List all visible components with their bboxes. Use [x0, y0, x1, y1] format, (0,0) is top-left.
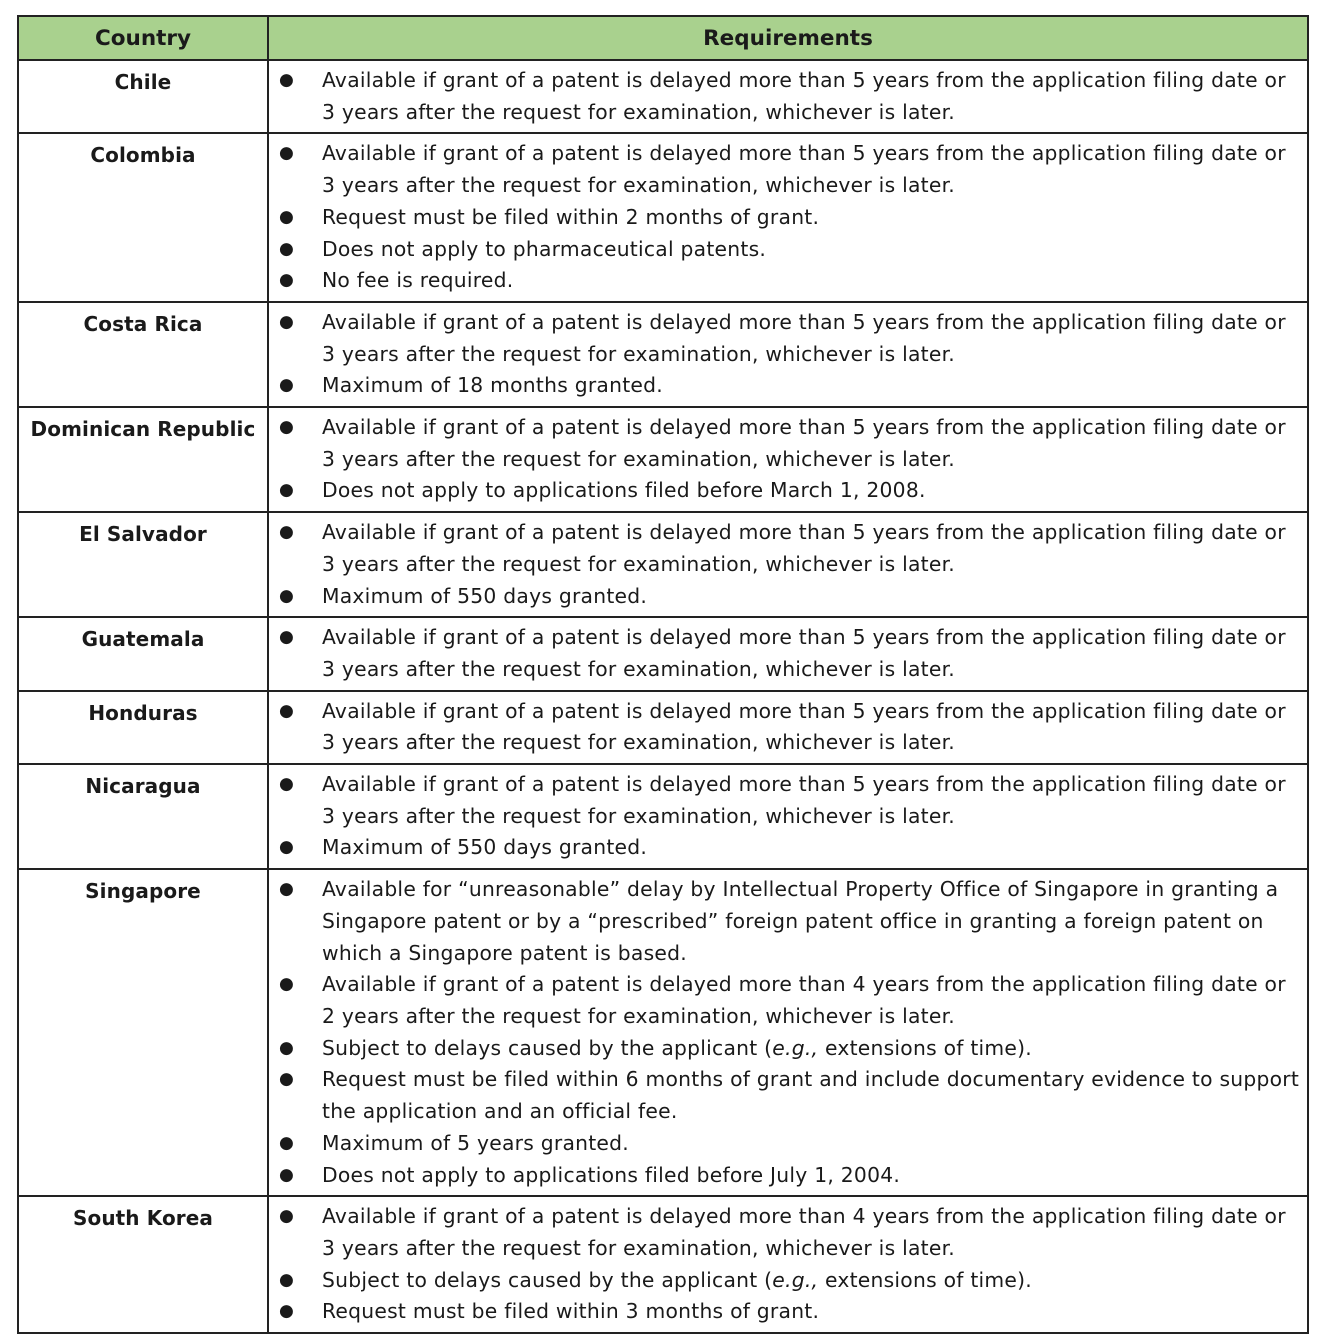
requirement-text: Available if grant of a patent is delayed more than 5 years from the application filing date or 3 years after the request for examination, whichever is later.	[322, 625, 1286, 681]
table-row	[18, 512, 1308, 617]
country-cell: Singapore	[18, 869, 268, 1196]
bullet-icon: ●	[279, 70, 295, 90]
italic-abbreviation: e.g.,	[772, 1267, 819, 1292]
bullet-icon: ●	[279, 1037, 295, 1058]
list-item	[277, 1265, 1301, 1297]
bullet-icon: ●	[279, 700, 295, 721]
requirement-text: No fee is required.	[322, 268, 514, 293]
list-item	[277, 769, 1301, 832]
bullet-icon: ●	[279, 585, 295, 606]
list-item	[277, 1128, 1301, 1160]
country-cell: Honduras	[18, 691, 268, 764]
bullet-icon: ●	[279, 627, 295, 648]
requirements-list	[277, 517, 1301, 612]
bullet-icon: ●	[279, 837, 295, 858]
bullet-icon: ●	[279, 879, 295, 900]
requirements-cell	[268, 60, 1308, 133]
requirement-text: Maximum of 550 days granted.	[322, 583, 648, 608]
bullet-icon: ●	[279, 417, 295, 438]
table-row	[18, 60, 1308, 133]
requirement-text: Request must be filed within 3 months of grant.	[322, 1299, 820, 1324]
list-item	[277, 696, 1301, 759]
requirements-cell	[268, 691, 1308, 764]
list-item	[277, 475, 1301, 507]
list-item	[277, 1064, 1301, 1127]
requirement-text: Available if grant of a patent is delayed more than 4 years from the application filing date or 2 years after the request for examination, whichever is later.	[322, 972, 1286, 1028]
list-item	[277, 138, 1301, 201]
list-item	[277, 874, 1301, 969]
list-item	[277, 1160, 1301, 1192]
bullet-icon: ●	[279, 311, 295, 332]
bullet-icon: ●	[279, 1069, 295, 1090]
table-row	[18, 407, 1308, 512]
requirement-text: Does not apply to pharmaceutical patents.	[322, 236, 767, 261]
bullet-icon: ●	[279, 270, 295, 291]
list-item	[277, 969, 1301, 1032]
requirement-text: Available if grant of a patent is delayed more than 5 years from the application filing date or 3 years after the request for examination, whichever is later.	[322, 68, 1286, 124]
list-item	[277, 65, 1301, 128]
header-row	[18, 16, 1308, 60]
table-row	[18, 869, 1308, 1196]
bullet-icon: ●	[279, 480, 295, 501]
bullet-icon: ●	[279, 143, 295, 164]
requirement-text: Request must be filed within 2 months of grant.	[322, 204, 820, 229]
bullet-icon: ●	[279, 774, 295, 795]
requirement-text: Available if grant of a patent is delayed more than 4 years from the application filing date or 3 years after the request for examination, whichever is later.	[322, 1204, 1286, 1260]
bullet-icon: ●	[279, 1301, 295, 1322]
requirements-list	[277, 65, 1301, 128]
bullet-icon: ●	[279, 206, 295, 227]
requirements-list	[277, 138, 1301, 297]
header-requirements: Requirements	[268, 16, 1308, 60]
requirement-text: Maximum of 18 months granted.	[322, 373, 663, 398]
requirements-list	[277, 769, 1301, 864]
table-body	[18, 60, 1308, 1333]
requirement-text: Available if grant of a patent is delayed more than 5 years from the application filing date or 3 years after the request for examination, whichever is later.	[322, 415, 1286, 471]
patent-term-adjustment-table	[17, 15, 1309, 1334]
requirement-text: Available if grant of a patent is delayed more than 5 years from the application filing date or 3 years after the request for examination, whichever is later.	[322, 141, 1286, 198]
requirement-text: Subject to delays caused by the applicant (e.g., extensions of time).	[322, 1267, 1033, 1292]
bullet-icon: ●	[279, 1164, 295, 1185]
requirements-cell	[268, 1196, 1308, 1333]
table-row	[18, 302, 1308, 407]
country-cell: El Salvador	[18, 512, 268, 617]
bullet-icon: ●	[279, 1132, 295, 1153]
list-item	[277, 1296, 1301, 1328]
requirement-text: Does not apply to applications filed before March 1, 2008.	[322, 478, 926, 503]
requirement-text: Request must be filed within 6 months of grant and include documentary evidence to support the application and an official fee.	[322, 1067, 1300, 1124]
list-item	[277, 517, 1301, 580]
list-item	[277, 202, 1301, 234]
requirements-cell	[268, 869, 1308, 1196]
bullet-icon: ●	[279, 375, 295, 396]
list-item	[277, 234, 1301, 266]
requirement-text: Available if grant of a patent is delayed more than 5 years from the application filing date or 3 years after the request for examination, whichever is later.	[322, 309, 1286, 366]
country-cell: Guatemala	[18, 617, 268, 690]
country-cell: Dominican Republic	[18, 407, 268, 512]
list-item	[277, 1033, 1301, 1065]
country-cell: Nicaragua	[18, 764, 268, 869]
list-item	[277, 832, 1301, 864]
requirements-cell	[268, 764, 1308, 869]
bullet-icon: ●	[279, 238, 295, 259]
header-country: Country	[18, 16, 268, 60]
requirement-text: Subject to delays caused by the applicant (e.g., extensions of time).	[322, 1035, 1033, 1060]
requirement-text: Available if grant of a patent is delayed more than 5 years from the application filing date or 3 years after the request for examination, whichever is later.	[322, 772, 1286, 828]
table-row	[18, 691, 1308, 764]
country-cell: Chile	[18, 60, 268, 133]
requirements-list	[277, 696, 1301, 759]
requirements-cell	[268, 617, 1308, 690]
bullet-icon: ●	[279, 1269, 295, 1290]
requirements-list	[277, 874, 1301, 1191]
country-cell: South Korea	[18, 1196, 268, 1333]
bullet-icon: ●	[279, 1206, 295, 1227]
requirements-list	[277, 622, 1301, 685]
requirement-text: Available if grant of a patent is delayed more than 5 years from the application filing date or 3 years after the request for examination, whichever is later.	[322, 698, 1286, 755]
list-item	[277, 1201, 1301, 1264]
table-row	[18, 133, 1308, 302]
bullet-icon: ●	[279, 974, 295, 995]
list-item	[277, 370, 1301, 402]
country-cell: Colombia	[18, 133, 268, 302]
table-row	[18, 617, 1308, 690]
list-item	[277, 307, 1301, 370]
requirements-list	[277, 412, 1301, 507]
requirement-text: Does not apply to applications filed before July 1, 2004.	[322, 1162, 901, 1187]
requirement-text: Available for “unreasonable” delay by Intellectual Property Office of Singapore in granting a Singapore patent or by a “prescribed” foreign patent office in granting a foreign patent on which a Singapore patent is based.	[322, 877, 1279, 965]
requirements-cell	[268, 302, 1308, 407]
table-row	[18, 1196, 1308, 1333]
requirements-cell	[268, 407, 1308, 512]
requirements-cell	[268, 133, 1308, 302]
italic-abbreviation: e.g.,	[772, 1035, 819, 1060]
requirements-list	[277, 1201, 1301, 1328]
requirement-text: Maximum of 550 days granted.	[322, 835, 648, 860]
list-item	[277, 412, 1301, 475]
list-item	[277, 622, 1301, 685]
table-row	[18, 764, 1308, 869]
table-header	[18, 16, 1308, 60]
requirement-text: Maximum of 5 years granted.	[322, 1130, 629, 1155]
bullet-icon: ●	[279, 522, 295, 543]
list-item	[277, 581, 1301, 613]
list-item	[277, 265, 1301, 297]
requirement-text: Available if grant of a patent is delayed more than 5 years from the application filing date or 3 years after the request for examination, whichever is later.	[322, 520, 1286, 576]
country-cell: Costa Rica	[18, 302, 268, 407]
requirements-list	[277, 307, 1301, 402]
requirements-cell	[268, 512, 1308, 617]
